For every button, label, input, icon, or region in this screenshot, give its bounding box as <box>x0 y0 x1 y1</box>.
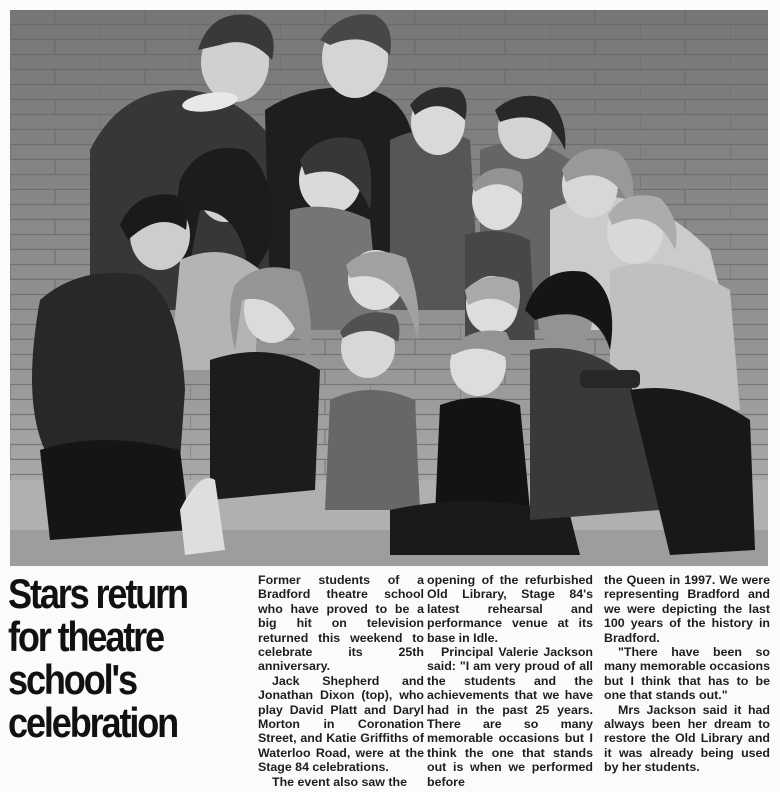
article-column-3 <box>604 573 770 775</box>
group-photo <box>10 10 768 566</box>
headline-line: for theatre <box>8 613 163 660</box>
paragraph: Jack Shepherd and Jonathan Dixon (top), who play David Platt and Daryl Morton in Coronation Street, and Katie Griffiths of Waterloo Road, were at the Stage 84 celebrations. <box>258 673 424 775</box>
article-headline <box>8 572 211 744</box>
paragraph: Former students of a Bradford theatre school who have proved to be a big hit on television returned this weekend to celebrate its 25th anniversary. <box>258 573 424 674</box>
paragraph: "There have been so many memorable occasions but I think that has to be one that stands out." <box>604 645 770 703</box>
headline-line: school's <box>8 656 136 703</box>
paragraph: Principal Valerie Jackson said: "I am very proud of all the students and the achievements that we have had in the past 25 years. There are so many memorable occasions but I think the one that stands out is when we performed before <box>427 645 593 789</box>
headline-line: celebration <box>8 699 178 746</box>
paragraph: Mrs Jackson said it had always been her dream to restore the Old Library and it was already being used by her students. <box>604 702 770 775</box>
paragraph: opening of the refurbished Old Library, Stage 84's latest rehearsal and performance venue at its base in Idle. <box>427 573 593 645</box>
article-column-1 <box>258 573 424 789</box>
paragraph: The event also saw the <box>272 774 407 789</box>
article-column-2 <box>427 573 593 789</box>
headline-line: Stars return <box>8 570 187 617</box>
paragraph: the Queen in 1997. We were representing Bradford and we were depicting the last 100 years of the history in Bradford. <box>604 573 770 645</box>
